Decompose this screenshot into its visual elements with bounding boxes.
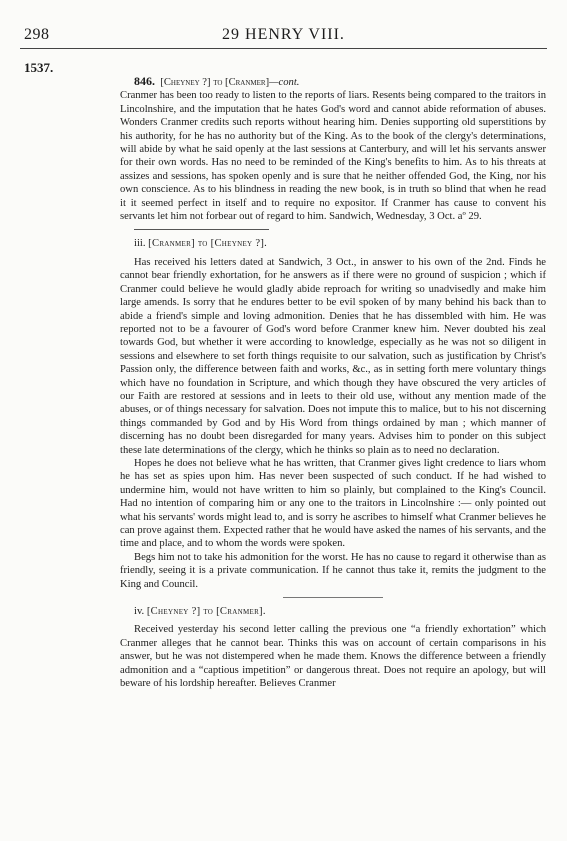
entry-number: 846.: [134, 74, 155, 88]
section-iv-heading: [134, 605, 546, 618]
section-iv-label: iv.: [134, 606, 145, 618]
entry-heading: [120, 75, 546, 89]
margin-year: 1537.: [24, 60, 54, 75]
section-divider: [134, 229, 269, 230]
section-iv-paragraph: Received yesterday his second letter calling the previous one “a friendly exhortation” which Cranmer alleges that he cannot bear. Thinks this was on account of certain comparisons in his answer, but he was not distempered when he made them. Knows the difference between a friendly admonition and a “captious impetition” or dangerous threat. Does not require an apology, but will beware of his lordship hereafter. Believes Cranmer: [120, 624, 546, 690]
running-title: 29 HENRY VIII.: [222, 26, 345, 43]
section-iii-paragraph-1: Has received his letters dated at Sandwich, 3 Oct., in answer to his own of the 2nd. Finds he cannot bear friendly exhortation, for he answers as if there were no ground of suspicion ; which if Cranmer could believe he would gladly abide reproach for writing so unadvisedly and make him large amends. Is sorry that he endures better to be evil spoken of by many behind his back than to abide a friend's simple and loving admonition. Denies that he has dissembled with him. He was reported not to be a favourer of God's word before Cranmer knew him. Never doubted his zeal towards God, but whether it were according to knowledge, especially as he was not so diligent in sessions and elsewhere to set forth things requisite to our salvation, such as justification by Christ's Passion only, the difference between faith and works, &c., as in setting forth mere voluntary things which have no foundation in Scripture, and which though they have obscured the very articles of our Faith are restored at sessions and in leets to their old use, without any mention made of the abuses, or of things necessary for salvation. Does not impute this to malice, but to his not discerning things commanded by God and by His Word from things ordained by man ; which manner of discerning has no doubt been disregarded for many years. Advises him to ponder on this subject these late determinations of the clergy, which he thinks so plain as to need no declaration.: [120, 256, 546, 456]
document-body: [120, 75, 546, 690]
section-divider: [283, 597, 383, 598]
section-iii-paragraph-3: Begs him not to take his admonition for the worst. He has no cause to regard it otherwise than as friendly, seeing it is a private communication. If he cannot thus take it, remits the judgment to the King and Council.: [120, 551, 546, 590]
header-rule: [20, 48, 547, 49]
section-iii-title: [Cranmer] to [Cheyney ?].: [148, 238, 268, 250]
section-iii-label: iii.: [134, 238, 146, 250]
section-iii-paragraph-2: Hopes he does not believe what he has written, that Cranmer gives light credence to liars whom he has set as spies upon him. Has never been suspected of such conduct. If he had wished to undermine him, would not have written to him so plainly, but complained to the King's Council. Had no intention of comparing him or any one to the traitors in Lincolnshire :— only pointed out what his servants' words might lead to, and is sorry he ascribes to himself what Cranmer believes he can prove against them. Expected rather that he would have asked the names of his servants, and the time and place, and to whom the words were spoken.: [120, 457, 546, 550]
entry-paragraph: Cranmer has been too ready to listen to the reports of liars. Resents being compared to the traitors in Lincolnshire, and the imputation that he hates God's word and cannot abide reformation of abuses. Wonders Cranmer credits such reports without hearing him. Denies supporting old superstitions by his authority, for he has no authority but of the King. As to the book of the clergy's determinations, will abide by what he said openly at the last sessions at Canterbury, and will let his servants answer for their own words. Has no need to be reminded of the King's benefits to him. As to his threats at assizes and sessions, has spoken openly and is sure that he neither offended God, the King, nor his own conscience. As to his blindness in reading the new book, is in truth so blind that when he read it it seemed perfect in itself and to require no expositor. If Cranmer has cause to convent his servants let him not forbear out of regard to him. Sandwich, Wednesday, 3 Oct. aº 29.: [120, 90, 546, 223]
entry-title-suffix: —cont.: [269, 77, 300, 88]
section-iii-heading: [134, 237, 546, 250]
entry-title: [Cheyney ?] to [Cranmer]: [160, 77, 270, 88]
section-iv-title: [Cheyney ?] to [Cranmer].: [146, 606, 266, 618]
page-number: 298: [24, 26, 50, 43]
